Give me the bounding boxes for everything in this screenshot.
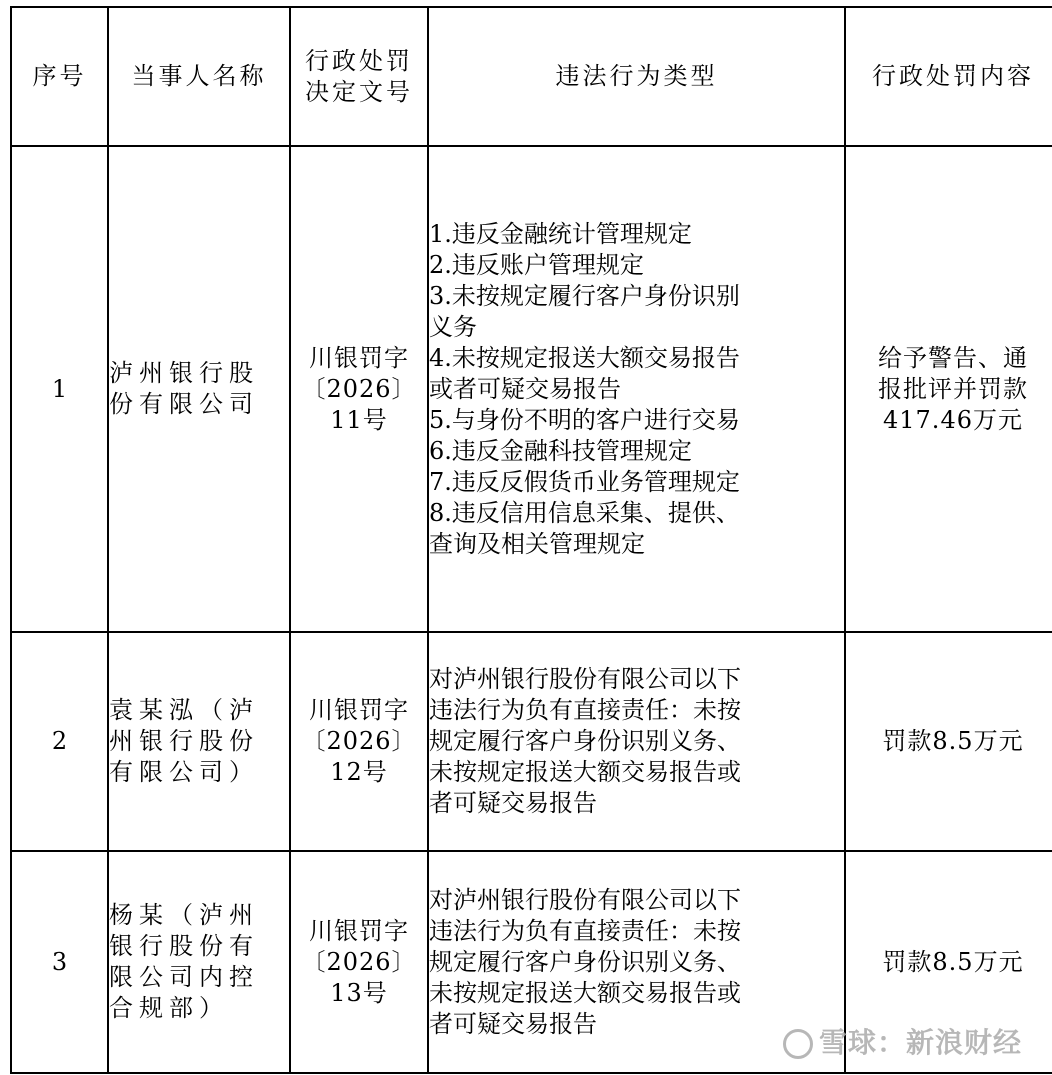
penalty-table	[10, 6, 1052, 1074]
violation-line: 者可疑交易报告	[429, 789, 597, 817]
table-row	[11, 632, 1052, 851]
violation-line: 规定履行客户身份识别义务、	[429, 727, 741, 755]
watermark-text: 雪球：新浪财经	[818, 1026, 1022, 1059]
row-violation	[428, 146, 845, 632]
party-line: 袁某泓（泸	[109, 696, 259, 724]
doc-line: 13号	[330, 978, 388, 1007]
doc-line: 川银罚字	[309, 696, 409, 724]
party-line: 合规部）	[109, 994, 229, 1022]
violation-line: 未按规定报送大额交易报告或	[429, 978, 741, 1007]
violation-line: 对泸州银行股份有限公司以下	[429, 665, 741, 693]
penalty-line: 417.46万元	[883, 405, 1023, 434]
penalty-line: 罚款8.5万元	[882, 727, 1024, 755]
violation-line: 1.违反金融统计管理规定	[429, 219, 692, 248]
violation-line: 规定履行客户身份识别义务、	[429, 947, 741, 976]
party-line: 份有限公司	[109, 390, 259, 418]
doc-line: 〔2026〕	[301, 727, 417, 755]
violation-line: 对泸州银行股份有限公司以下	[429, 885, 741, 914]
penalty-line: 报批评并罚款	[878, 374, 1028, 403]
violation-line: 2.违反账户管理规定	[429, 250, 644, 279]
row-seq: 3	[11, 851, 108, 1073]
header-row	[11, 7, 1052, 146]
header-penalty: 行政处罚内容	[845, 7, 1052, 146]
violation-line: 违法行为负有直接责任：未按	[429, 916, 741, 945]
header-doc-number	[290, 7, 428, 146]
snowball-logo-icon	[783, 1029, 813, 1059]
row-party	[108, 632, 290, 851]
violation-line: 违法行为负有直接责任：未按	[429, 696, 741, 724]
header-doc-line: 行政处罚	[305, 46, 413, 75]
violation-line: 或者可疑交易报告	[429, 374, 621, 403]
header-seq: 序号	[11, 7, 108, 146]
violation-line: 4.未按规定报送大额交易报告	[429, 343, 740, 372]
doc-line: 11号	[330, 405, 388, 434]
watermark	[783, 1021, 1022, 1061]
violation-line: 6.违反金融科技管理规定	[429, 436, 692, 465]
row-doc-number	[290, 146, 428, 632]
party-line: 有限公司）	[109, 758, 259, 786]
row-doc-number	[290, 632, 428, 851]
row-party	[108, 851, 290, 1073]
row-party	[108, 146, 290, 632]
violation-line: 义务	[429, 312, 477, 341]
violation-line: 5.与身份不明的客户进行交易	[429, 405, 740, 434]
party-line: 杨某（泸州	[109, 901, 259, 929]
violation-line: 者可疑交易报告	[429, 1009, 597, 1038]
doc-line: 12号	[330, 758, 388, 786]
party-line: 银行股份有	[109, 932, 259, 960]
row-seq: 1	[11, 146, 108, 632]
violation-line: 未按规定报送大额交易报告或	[429, 758, 741, 786]
header-party: 当事人名称	[108, 7, 290, 146]
doc-line: 川银罚字	[309, 916, 409, 945]
table-row	[11, 146, 1052, 632]
row-doc-number	[290, 851, 428, 1073]
violation-line: 7.违反反假货币业务管理规定	[429, 467, 740, 496]
doc-line: 〔2026〕	[301, 374, 417, 403]
violation-line: 3.未按规定履行客户身份识别	[429, 281, 740, 310]
row-penalty	[845, 146, 1052, 632]
violation-line: 查询及相关管理规定	[429, 529, 645, 558]
violation-line: 8.违反信用信息采集、提供、	[429, 498, 740, 527]
penalty-line: 给予警告、通	[878, 343, 1028, 372]
party-line: 州银行股份	[109, 727, 259, 755]
header-violation: 违法行为类型	[428, 7, 845, 146]
row-seq: 2	[11, 632, 108, 851]
row-violation	[428, 632, 845, 851]
penalty-line: 罚款8.5万元	[882, 947, 1024, 976]
header-doc-line: 决定文号	[305, 77, 413, 106]
doc-line: 〔2026〕	[301, 947, 417, 976]
party-line: 限公司内控	[109, 963, 259, 991]
party-line: 泸州银行股	[109, 359, 259, 387]
doc-line: 川银罚字	[309, 343, 409, 372]
row-penalty	[845, 632, 1052, 851]
